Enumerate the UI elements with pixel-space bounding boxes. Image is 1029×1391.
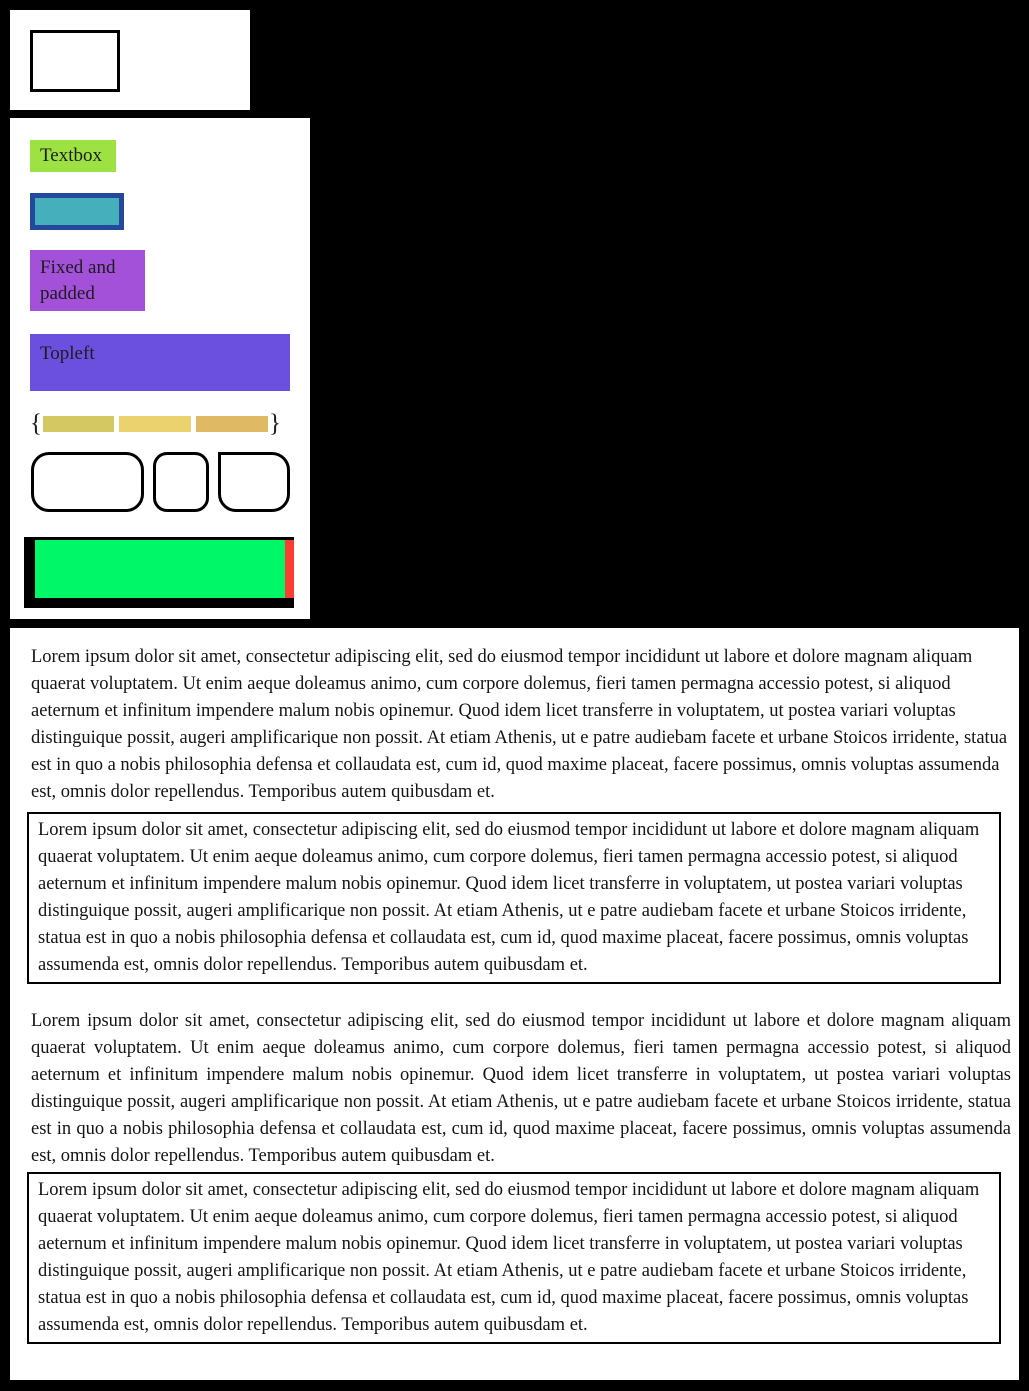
rounded-rect-small: [153, 452, 209, 512]
paragraph-plain: Lorem ipsum dolor sit amet, consectetur adipiscing elit, sed do eiusmod tempor incididunt ut labore et dolore magnam aliquam quaerat voluptatem. Ut enim aeque doleamus animo, cum corpore dolemus, fieri tamen permagna accessio potest, si aliquod aeternum et infinitum impendere malum nobis opinemur. Quod idem licet transferre in voluptatem, ut postea variari voluptas distinguique possit, augeri amplificarique non possit. At etiam Athenis, ut e patre audiebam facete et urbane Stoicos irridente, statua est in quo a nobis philosophia defensa et collaudata est, cum id, quod maxime placeat, facere possimus, omnis voluptas assumenda est, omnis dolor repellendus. Temporibus autem quibusdam et.: [31, 647, 1008, 802]
paragraph-justified: Lorem ipsum dolor sit amet, consectetur adipiscing elit, sed do eiusmod tempor incididunt ut labore et dolore magnam aliquam quaerat voluptatem. Ut enim aeque doleamus animo, cum corpore dolemus, fieri tamen permagna accessio potest, si aliquod aeternum et infinitum impendere malum nobis opinemur. Quod idem licet transferre in voluptatem, ut postea variari voluptas distinguique possit, augeri amplificarique non possit. At etiam Athenis, ut e patre audiebam facete et urbane Stoicos irridente, statua est in quo a nobis philosophia defensa et collaudata est, cum id, quod maxime placeat, facere possimus, omnis voluptas assumenda est, omnis dolor repellendus. Temporibus autem quibusdam et.: [31, 1011, 1011, 1166]
open-brace: {: [30, 410, 42, 437]
paragraph-boxed-1: Lorem ipsum dolor sit amet, consectetur adipiscing elit, sed do eiusmod tempor incididunt ut labore et dolore magnam aliquam quaerat voluptatem. Ut enim aeque doleamus animo, cum corpore dolemus, fieri tamen permagna accessio potest, si aliquod aeternum et infinitum impendere malum nobis opinemur. Quod idem licet transferre in voluptatem, ut postea variari voluptas distinguique possit, augeri amplificarique non possit. At etiam Athenis, ut e patre audiebam facete et urbane Stoicos irridente, statua est in quo a nobis philosophia defensa et collaudata est, cum id, quod maxime placeat, facere possimus, omnis voluptas assumenda est, omnis dolor repellendus. Temporibus autem quibusdam et.: [27, 812, 1001, 984]
color-bar-2: [119, 416, 191, 432]
progress-fill: [35, 540, 285, 598]
paragraph-boxed-2: Lorem ipsum dolor sit amet, consectetur adipiscing elit, sed do eiusmod tempor incididunt ut labore et dolore magnam aliquam quaerat voluptatem. Ut enim aeque doleamus animo, cum corpore dolemus, fieri tamen permagna accessio potest, si aliquod aeternum et infinitum impendere malum nobis opinemur. Quod idem licet transferre in voluptatem, ut postea variari voluptas distinguique possit, augeri amplificarique non possit. At etiam Athenis, ut e patre audiebam facete et urbane Stoicos irridente, statua est in quo a nobis philosophia defensa et collaudata est, cum id, quod maxime placeat, facere possimus, omnis voluptas assumenda est, omnis dolor repellendus. Temporibus autem quibusdam et.: [27, 1172, 1001, 1344]
top-card: [10, 10, 250, 110]
rounded-rect-large: [31, 452, 144, 512]
outlined-box: [30, 30, 120, 92]
rounded-rect-notched: [218, 452, 290, 512]
textbox-label[interactable]: Textbox: [30, 140, 116, 172]
document-area: [10, 628, 1019, 1380]
color-bar-3: [196, 416, 268, 432]
close-brace: }: [269, 410, 281, 437]
brace-row: [30, 410, 281, 438]
text-input[interactable]: [30, 193, 124, 230]
widget-panel: [10, 118, 310, 619]
color-bar-1: [43, 416, 114, 432]
progress-bar: [24, 537, 294, 608]
topleft-box: Topleft: [30, 334, 290, 391]
progress-accent: [285, 540, 294, 598]
fixed-padded-box: Fixed and padded: [30, 250, 145, 311]
